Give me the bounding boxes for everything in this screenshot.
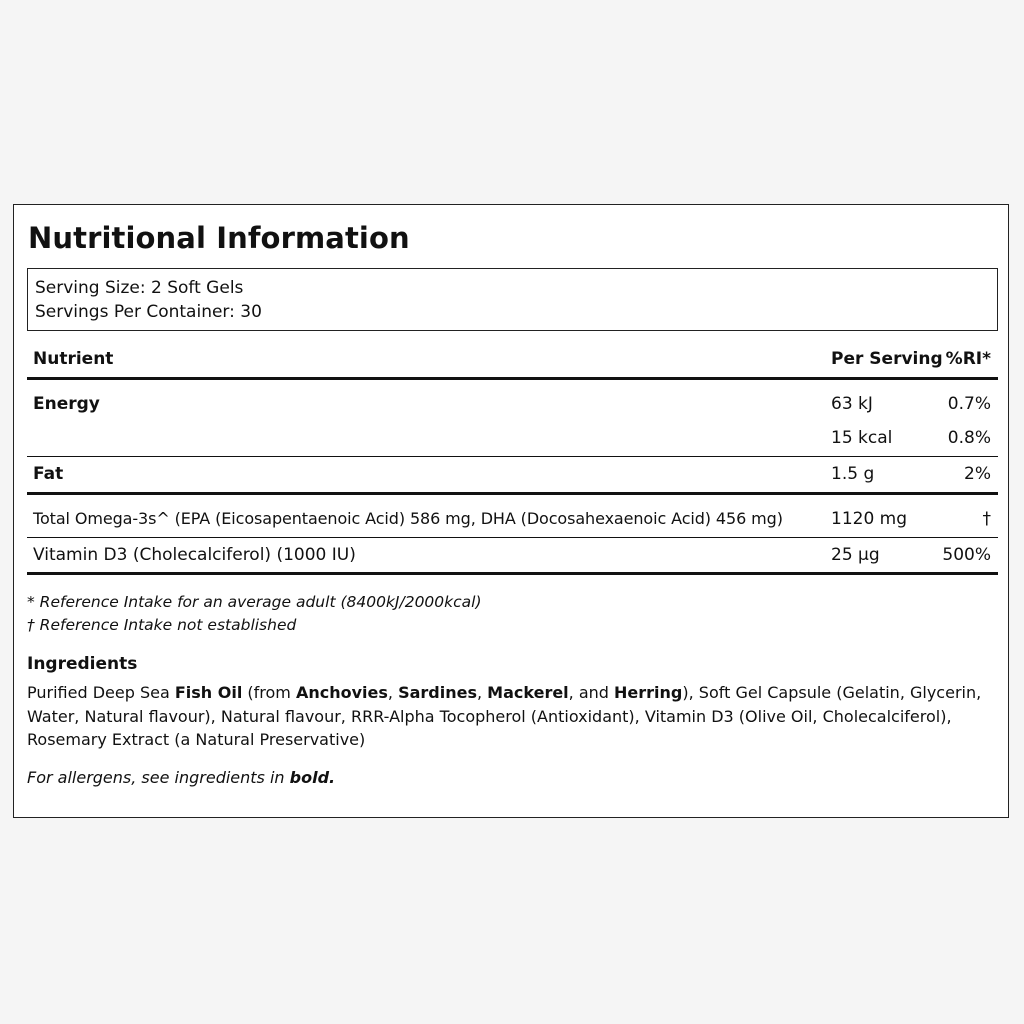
serving-size: Serving Size: 2 Soft Gels (35, 278, 244, 298)
ingredient-part: (from (242, 683, 296, 702)
servings-per-container: Servings Per Container: 30 (35, 302, 262, 322)
ingredient-part: , (477, 683, 488, 702)
row-energy-kcal-value: 15 kcal (831, 428, 893, 448)
row-energy-kj-ri: 0.7% (947, 394, 991, 414)
ingredients-text (27, 681, 1002, 752)
ingredient-allergen-herring: Herring (614, 683, 683, 702)
row-omega3-ri: † (982, 509, 991, 529)
energy-divider (27, 456, 998, 457)
footnote-not-established: † Reference Intake not established (27, 616, 297, 634)
serving-info-box (27, 268, 998, 331)
row-fat-label: Fat (33, 464, 64, 484)
row-vitamin-d3-label: Vitamin D3 (Cholecalciferol) (1000 IU) (33, 545, 356, 565)
row-omega3-value: 1120 mg (831, 509, 908, 529)
allergen-note-emphasis: bold. (289, 768, 336, 787)
ingredient-part: , (387, 683, 399, 702)
row-vitamin-d3-ri: 500% (942, 545, 991, 565)
ingredients-heading: Ingredients (27, 654, 138, 674)
row-energy-kcal-ri: 0.8% (947, 428, 991, 448)
row-fat-value: 1.5 g (831, 464, 875, 484)
ingredient-allergen-mackerel: Mackerel (487, 683, 569, 702)
nutrition-label-panel (13, 204, 1009, 818)
table-bottom-divider (27, 572, 998, 575)
fat-divider (27, 492, 998, 495)
omega3-divider (27, 537, 998, 538)
row-vitamin-d3-value: 25 µg (831, 545, 880, 565)
footnote-reference-intake: * Reference Intake for an average adult (8400kJ/2000kcal) (27, 593, 482, 611)
label-title: Nutritional Information (28, 221, 410, 255)
allergen-note (27, 767, 335, 789)
ingredient-allergen-fish-oil: Fish Oil (174, 683, 243, 702)
row-energy-kj-value: 63 kJ (831, 394, 873, 414)
ingredient-part: Purified Deep Sea (27, 683, 175, 702)
row-fat-ri: 2% (964, 464, 991, 484)
allergen-note-prefix: For allergens, see ingredients in (27, 768, 290, 787)
row-energy-label: Energy (33, 394, 100, 414)
row-omega3-label: Total Omega-3s^ (EPA (Eicosapentaenoic Acid) 586 mg, DHA (Docosahexaenoic Acid) 456 mg) (33, 509, 783, 528)
header-ri: %RI* (945, 349, 991, 369)
header-per-serving: Per Serving (831, 349, 943, 369)
header-nutrient: Nutrient (33, 349, 114, 369)
ingredient-part: ), Soft Gel Capsule (Gelatin, Glycerin, Water, Natural flavour), Natural flavour, RRR-Alpha Tocopherol (Antioxidant), Vitamin D3 (Olive Oil, Cholecalciferol), Rosemary Extract (a Natural Preservative) (27, 683, 982, 749)
ingredient-part: , and (568, 683, 615, 702)
ingredient-allergen-sardines: Sardines (398, 683, 477, 702)
header-divider (27, 377, 998, 380)
ingredient-allergen-anchovies: Anchovies (295, 683, 388, 702)
